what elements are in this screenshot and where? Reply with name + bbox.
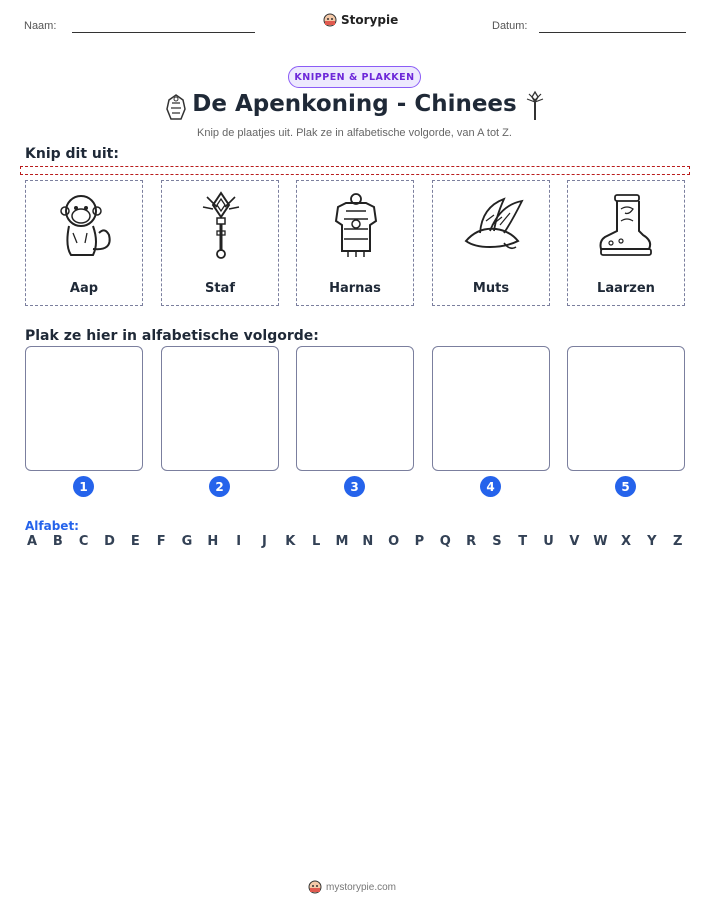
- date-label: Datum:: [492, 20, 528, 32]
- alphabet-letter: I: [236, 534, 242, 549]
- alphabet-letter: O: [388, 534, 400, 549]
- staff-icon: [523, 90, 547, 122]
- card-label: Laarzen: [597, 281, 655, 296]
- cut-line: [20, 166, 690, 175]
- cut-card[interactable]: [567, 180, 685, 306]
- card-label: Muts: [472, 281, 510, 296]
- alphabet-letter: P: [414, 534, 425, 549]
- alphabet-letter: Q: [439, 534, 451, 549]
- alphabet-letter: C: [78, 534, 89, 549]
- card-label: Aap: [69, 281, 99, 296]
- cut-card[interactable]: [296, 180, 414, 306]
- alphabet-letter: Y: [647, 534, 657, 549]
- alphabet-label: Alfabet:: [25, 519, 79, 533]
- alphabet-letter: L: [311, 534, 321, 549]
- alphabet-letter: V: [569, 534, 580, 549]
- alphabet-letter: E: [130, 534, 140, 549]
- alphabet-letter: Z: [672, 534, 683, 549]
- alphabet-row: [25, 534, 685, 549]
- name-label: Naam:: [24, 20, 57, 32]
- cut-card[interactable]: [25, 180, 143, 306]
- paste-slot-1[interactable]: [25, 346, 143, 471]
- armor-icon: [324, 191, 388, 261]
- alphabet-letter: A: [26, 534, 38, 549]
- instructions: Knip de plaatjes uit. Plak ze in alfabetische volgorde, van A tot Z.: [197, 127, 512, 139]
- date-line: [539, 32, 686, 33]
- cut-card[interactable]: [161, 180, 279, 306]
- monkey-icon: [53, 191, 117, 261]
- brand-logo: [323, 13, 398, 27]
- brand-name: Storypie: [341, 13, 399, 27]
- cut-card[interactable]: [432, 180, 550, 306]
- alphabet-letter: G: [181, 534, 193, 549]
- boot-icon: [595, 191, 659, 261]
- paste-slot-2[interactable]: [161, 346, 279, 471]
- alphabet-letter: K: [285, 534, 296, 549]
- alphabet-letter: M: [335, 534, 349, 549]
- alphabet-letter: W: [593, 534, 608, 549]
- cut-section-label: Knip dit uit:: [25, 146, 119, 162]
- paste-section-label: Plak ze hier in alfabetische volgorde:: [25, 328, 319, 344]
- activity-badge: KNIPPEN & PLAKKEN: [288, 66, 421, 88]
- storypie-mascot-icon: [308, 880, 322, 894]
- footer-url: mystorypie.com: [326, 881, 397, 893]
- slot-number: 3: [344, 476, 365, 497]
- alphabet-letter: N: [362, 534, 374, 549]
- alphabet-letter: D: [104, 534, 115, 549]
- slot-number: 4: [480, 476, 501, 497]
- alphabet-letter: R: [466, 534, 477, 549]
- alphabet-letter: S: [492, 534, 502, 549]
- paste-slot-5[interactable]: [567, 346, 685, 471]
- feather-cap-icon: [460, 191, 524, 261]
- alphabet-letter: X: [621, 534, 632, 549]
- slot-number: 5: [615, 476, 636, 497]
- paste-slot-4[interactable]: [432, 346, 550, 471]
- page-title: De Apenkoning - Chinees: [192, 91, 517, 117]
- alphabet-letter: T: [518, 534, 528, 549]
- alphabet-letter: U: [543, 534, 554, 549]
- staff-icon: [189, 191, 253, 261]
- storypie-mascot-icon: [323, 13, 337, 27]
- paste-slot-3[interactable]: [296, 346, 414, 471]
- slot-number: 1: [73, 476, 94, 497]
- slot-number: 2: [209, 476, 230, 497]
- card-label: Staf: [204, 281, 235, 296]
- alphabet-letter: J: [262, 534, 267, 549]
- name-line: [72, 32, 255, 33]
- footer: [308, 880, 396, 894]
- alphabet-letter: B: [52, 534, 63, 549]
- alphabet-letter: H: [207, 534, 219, 549]
- alphabet-letter: F: [156, 534, 166, 549]
- card-label: Harnas: [329, 281, 381, 296]
